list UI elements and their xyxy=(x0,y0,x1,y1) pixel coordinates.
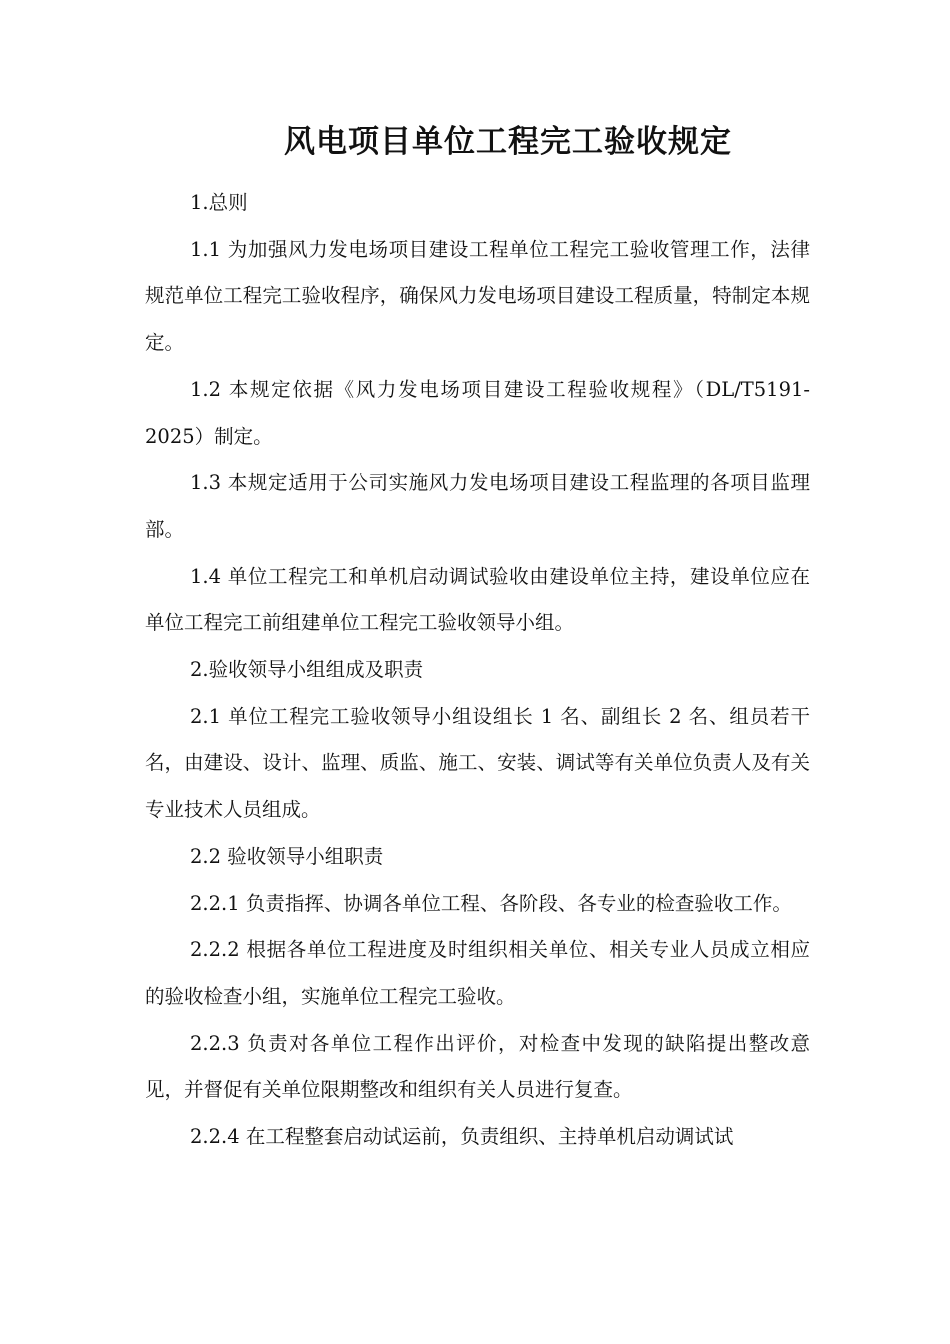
paragraph-2-2-4: 2.2.4 在工程整套启动试运前，负责组织、主持单机启动调试试 xyxy=(190,1125,734,1149)
document-title: 风电项目单位工程完工验收规定 xyxy=(284,124,732,160)
paragraph-1-3: 1.3 本规定适用于公司实施风力发电场项目建设工程监理的各项目监理部。 xyxy=(145,471,810,541)
paragraph-1-2: 1.2 本规定依据《风力发电场项目建设工程验收规程》（DL/T5191-2025）制定。 xyxy=(145,377,810,448)
section-heading-group: 2.验收领导小组组成及职责 xyxy=(190,658,424,682)
paragraph-1-4: 1.4 单位工程完工和单机启动调试验收由建设单位主持，建设单位应在单位工程完工前组建单位工程完工验收领导小组。 xyxy=(145,564,810,635)
paragraph-2-1: 2.1 单位工程完工验收领导小组设组长 1 名、副组长 2 名、组员若干名，由建设、设计、监理、质监、施工、安装、调试等有关单位负责人及有关专业技术人员组成。 xyxy=(145,704,810,822)
paragraph-2-2-1: 2.2.1 负责指挥、协调各单位工程、各阶段、各专业的检查验收工作。 xyxy=(190,891,792,915)
document-body xyxy=(145,180,810,1161)
paragraph-2-2: 2.2 验收领导小组职责 xyxy=(190,844,384,868)
section-heading-general: 1.总则 xyxy=(190,191,248,214)
paragraph-2-2-3: 2.2.3 负责对各单位工程作出评价，对检查中发现的缺陷提出整改意见，并督促有关单位限期整改和组织有关人员进行复查。 xyxy=(145,1031,810,1102)
paragraph-2-2-2: 2.2.2 根据各单位工程进度及时组织相关单位、相关专业人员成立相应的验收检查小组，实施单位工程完工验收。 xyxy=(145,938,810,1008)
paragraph-1-1: 1.1 为加强风力发电场项目建设工程单位工程完工验收管理工作，法律规范单位工程完工验收程序，确保风力发电场项目建设工程质量，特制定本规定。 xyxy=(145,237,810,355)
